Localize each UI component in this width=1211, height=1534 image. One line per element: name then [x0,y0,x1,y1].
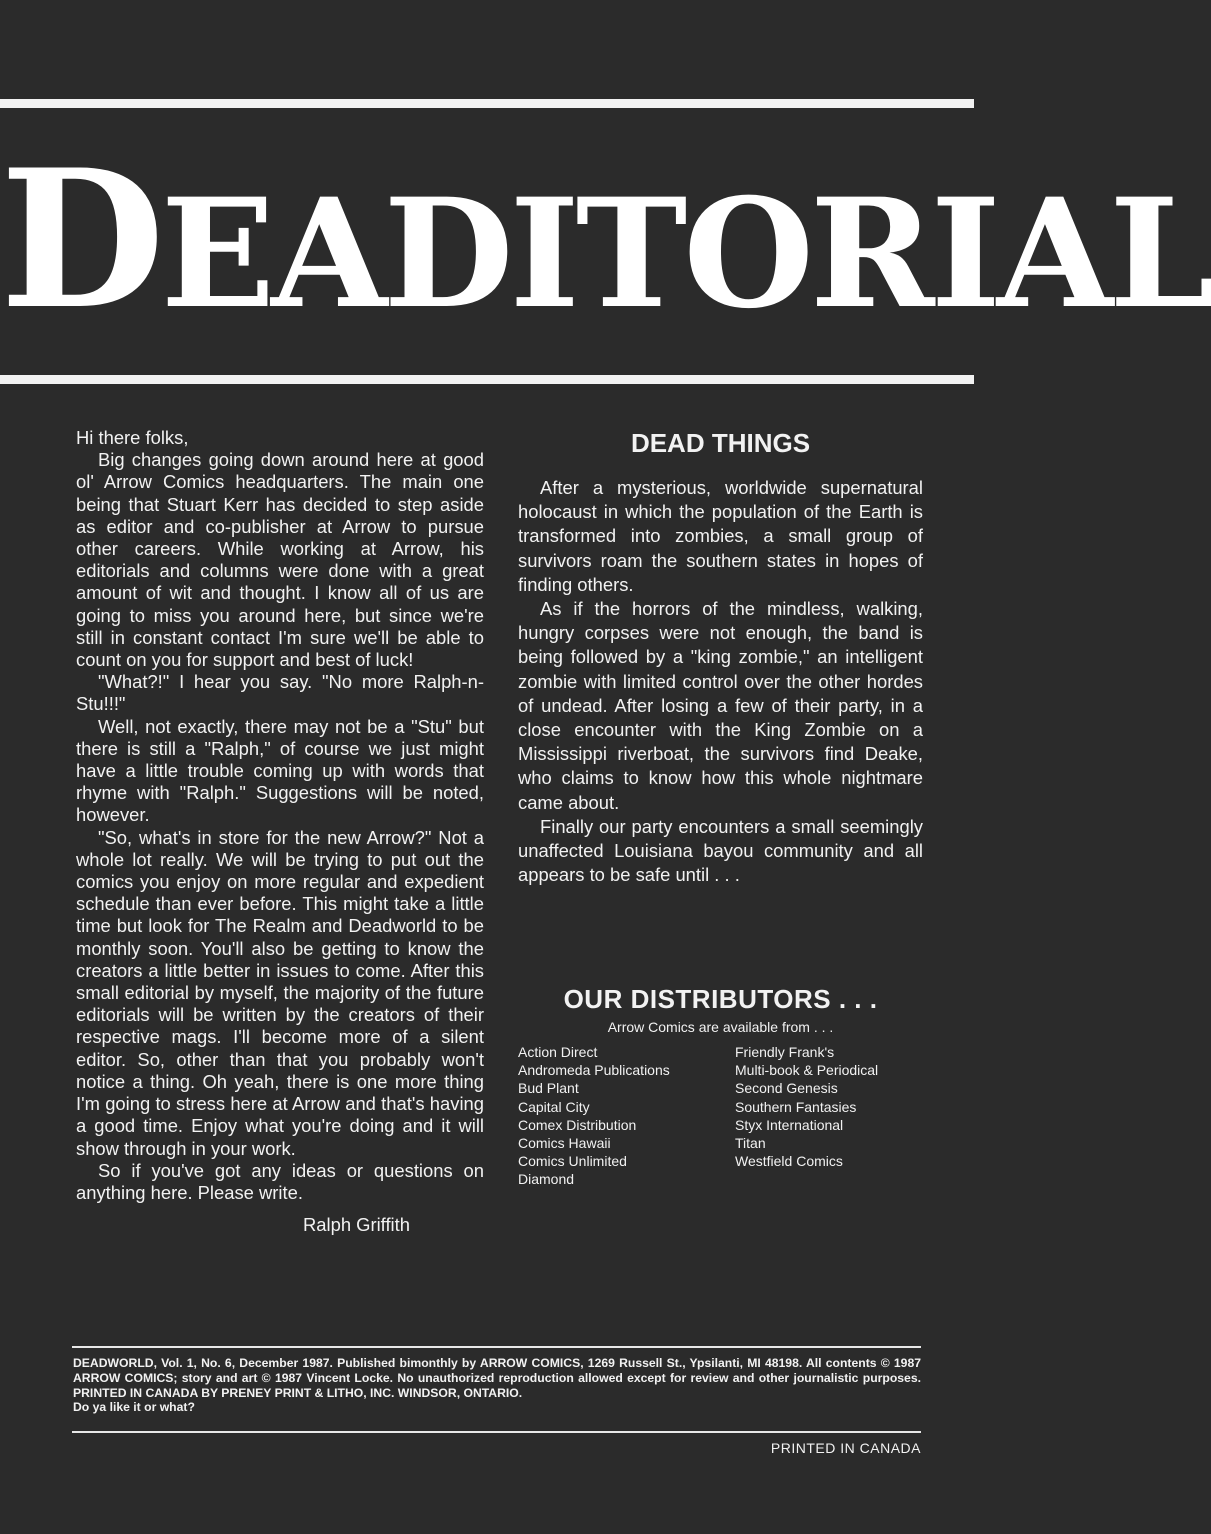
title-divider [0,375,974,384]
distributors-left-column [518,1043,735,1189]
distributors-list [518,1043,923,1189]
indicia-question: Do ya like it or what? [73,1400,195,1415]
dead-things-heading: DEAD THINGS [630,428,811,458]
distributors-right-column [735,1043,923,1189]
distributor-item: Comex Distribution [518,1116,637,1133]
distributors-section [518,981,923,1189]
distributor-item: Andromeda Publications [518,1062,670,1079]
distributor-item: Bud Plant [518,1080,579,1097]
distributor-item: Diamond [518,1171,575,1188]
distributor-item: Second Genesis [735,1080,838,1097]
distributor-item: Comics Unlimited [518,1153,627,1170]
distributor-item: Friendly Frank's [735,1044,835,1060]
distributor-item: Capital City [518,1098,590,1115]
distributor-item: Westfield Comics [735,1153,843,1170]
dead-things-paragraph: As if the horrors of the mindless, walking, hungry corpses were not enough, the band is being followed by a "king zombie," an intelligent zombie with limited control over the other hordes of undead. After losing a few of their party, in a close encounter with the King Zombie on a Mississippi riverboat, the survivors find Deake, who claims to know how this whole nightmare came about. [518,598,923,813]
publication-indicia [73,1356,921,1415]
editorial-paragraph: So if you've got any ideas or questions on anything here. Please write. [76,1159,484,1203]
editorial-paragraph: "So, what's in store for the new Arrow?" Not a whole lot really. We will be trying to put out the comics you enjoy on more regular and expedient schedule than ever before. This might take a little time but look for The Realm and Deadworld to be monthly soon. You'll also be getting to know the creators a little better in issues to come. After this small editorial by myself, the majority of the future editorials will be written by the creators of their respective mags. I'll become more of a silent editor. So, other than that you probably won't notice a thing. Oh yeah, there is one more thing I'm going to stress here at Arrow and that's having a good time. Enjoy what you're doing and it will show through in your work. [76,826,484,1159]
editorial-signature: Ralph Griffith [303,1214,410,1236]
page-title-rest: EADITORIAL [160,166,1211,342]
distributor-item: Styx International [735,1116,844,1133]
footer-divider-top [72,1346,921,1348]
distributor-item: Action Direct [518,1044,598,1060]
dead-things-paragraph: After a mysterious, worldwide supernatural holocaust in which the population of the Earth is transformed into zombies, a small group of survivors roam the southern states in hopes of finding others. [518,477,923,595]
distributor-item: Comics Hawaii [518,1135,611,1152]
distributor-item: Titan [735,1135,766,1152]
distributors-heading: OUR DISTRIBUTORS . . . [563,984,878,1014]
footer-divider-bottom [72,1431,921,1433]
dead-things-section [518,424,923,887]
editorial-column [76,427,484,1236]
editorial-paragraph: Big changes going down around here at good ol' Arrow Comics headquarters. The main one being that Stuart Kerr has decided to step aside as editor and co-publisher at Arrow to pursue other careers. While working at Arrow, his editorials and columns were done with a great amount of wit and thought. I know all of us are going to miss you around here, but since we're still in constant contact I'm sure we'll be able to count on you for support and best of luck! [76,449,484,671]
printed-in-canada-label: PRINTED IN CANADA [770,1440,921,1456]
page-title [0,128,1211,364]
page-title-initial: D [0,128,161,351]
dead-things-paragraph: Finally our party encounters a small seemingly unaffected Louisiana bayou community and all appears to be safe until . . . [518,815,923,886]
distributor-item: Multi-book & Periodical [735,1062,879,1079]
distributors-subheading: Arrow Comics are available from . . . [607,1019,834,1035]
editorial-paragraph: Well, not exactly, there may not be a "Stu" but there is still a "Ralph," of course we just might have a little trouble coming up with words that rhyme with "Ralph." Suggestions will be noted, however. [76,715,484,826]
indicia-text: DEADWORLD, Vol. 1, No. 6, December 1987. Published bimonthly by ARROW COMICS, 1269 Russell St., Ypsilanti, MI 48198. All contents © 1987 ARROW COMICS; story and art © 1987 Vincent Locke. No unauthorized reproduction allowed except for review and other journalistic purposes. PRINTED IN CANADA BY PRENEY PRINT & LITHO, INC. WINDSOR, ONTARIO. [73,1356,921,1400]
editorial-greeting: Hi there folks, [76,427,189,448]
editorial-paragraph: "What?!" I hear you say. "No more Ralph-n-Stu!!!" [76,671,484,715]
distributor-item: Southern Fantasies [735,1098,857,1115]
top-divider [0,99,974,108]
